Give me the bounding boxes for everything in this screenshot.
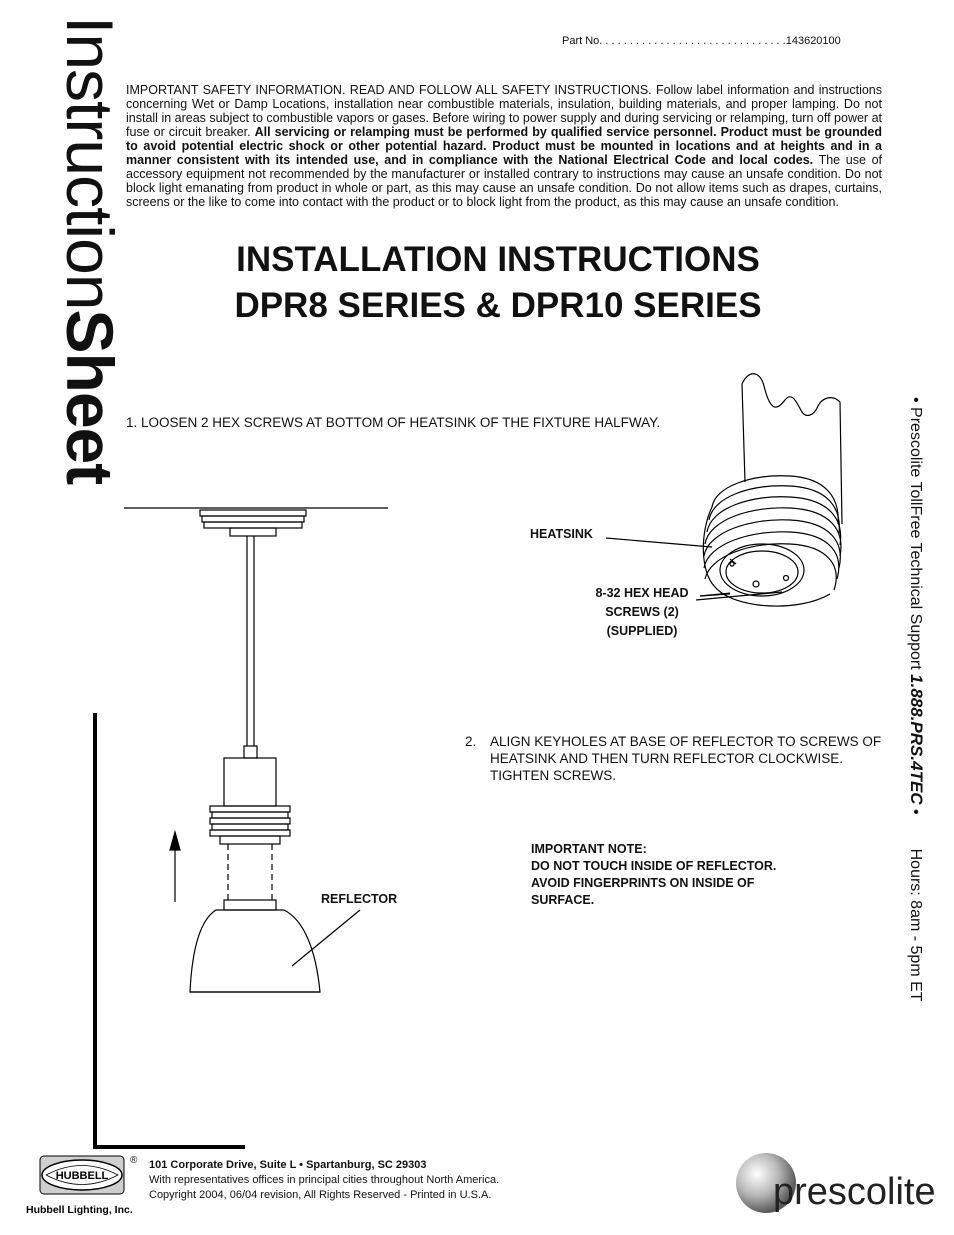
- step-2-number: 2.: [465, 734, 477, 749]
- note-line-2: DO NOT TOUCH INSIDE OF REFLECTOR.: [531, 859, 777, 873]
- footer-copyright: Copyright 2004, 06/04 revision, All Rights Reserved - Printed in U.S.A.: [149, 1189, 492, 1201]
- page-title-line-1: INSTALLATION INSTRUCTIONS: [236, 240, 760, 279]
- footer-info: [149, 1158, 499, 1203]
- safety-text-1: IMPORTANT SAFETY INFORMATION. READ AND FOLLOW ALL SAFETY INSTRUCTIONS. Follow label information and instructions concerning Wet or Damp Locations, installation near combustible materials, insulation, building materials, and proper lamping. Do not install in areas subject to combustible vapors or gases. Before wiring to power supply and during servicing or relamping, turn off power at fuse or circuit breaker.: [126, 83, 882, 139]
- support-suffix: •: [907, 804, 924, 815]
- heatsink-label: HEATSINK: [530, 527, 593, 541]
- screws-label: [580, 584, 704, 641]
- hubbell-logo: [26, 1152, 142, 1216]
- prescolite-logo: [735, 1150, 935, 1220]
- step-2-text: ALIGN KEYHOLES AT BASE OF REFLECTOR TO SCREWS OF HEATSINK AND THEN TURN REFLECTOR CLOCKWISE. TIGHTEN SCREWS.: [490, 734, 882, 783]
- footer-representatives: With representatives offices in principal cities throughout North America.: [149, 1174, 500, 1186]
- hubbell-badge-text: HUBBELL: [55, 1170, 109, 1182]
- safety-text-bold: All servicing or relamping must be performed by qualified service personnel. Product must be grounded to avoid potential electric shock or other potential hazard. Product must be mounted in locations and at heights and in a manner consistent with its intended use, and in compliance with the National Electrical Code and local codes.: [126, 125, 882, 167]
- step-1: 1. LOOSEN 2 HEX SCREWS AT BOTTOM OF HEATSINK OF THE FIXTURE HALFWAY.: [126, 415, 661, 430]
- screws-label-line-3: (SUPPLIED): [606, 624, 678, 638]
- support-prefix: • Prescolite TollFree Technical Support: [907, 397, 924, 675]
- registered-mark: ®: [130, 1155, 138, 1166]
- pendant-fixture-illustration: [120, 500, 400, 1000]
- technical-support-banner: [903, 397, 929, 1117]
- part-number: Part No. . . . . . . . . . . . . . . . . . . . . . . . . . . . . . .143620100: [562, 35, 841, 47]
- side-title-bold: Sheet: [53, 309, 127, 485]
- support-hours: Hours: 8am - 5pm ET: [907, 848, 924, 1002]
- note-line-3: AVOID FINGERPRINTS ON INSIDE OF: [531, 876, 755, 890]
- safety-information: [126, 83, 882, 209]
- note-line-1: IMPORTANT NOTE:: [531, 842, 647, 856]
- support-phone: 1.888.PRS.4TEC: [907, 674, 926, 805]
- left-rule-horizontal: [93, 1145, 245, 1149]
- hubbell-name: Hubbell Lighting, Inc.: [26, 1204, 133, 1216]
- footer-address: 101 Corporate Drive, Suite L • Spartanburg, SC 29303: [149, 1159, 427, 1171]
- note-line-4: SURFACE.: [531, 893, 595, 907]
- screws-label-line-2: SCREWS (2): [605, 605, 679, 619]
- screws-leader-line: [690, 585, 790, 605]
- side-title-light: Instruction: [53, 16, 127, 310]
- prescolite-wordmark: prescolite: [773, 1171, 935, 1213]
- important-note: [531, 841, 776, 909]
- screws-label-line-1: 8-32 HEX HEAD: [595, 586, 689, 600]
- page-title-line-2: DPR8 SERIES & DPR10 SERIES: [234, 286, 762, 325]
- side-title: [53, 16, 127, 736]
- reflector-label: REFLECTOR: [321, 892, 398, 906]
- left-rule-vertical: [93, 713, 97, 1149]
- safety-text-2: The use of accessory equipment not recommended by the manufacturer or installed contrary to instructions may cause an unsafe condition. Do not block light emanating from product in whole or part, as this may cause an unsafe condition. Do not allow items such as drapes, curtains, screens or the like to come into contact with the product or to block light from the product, as this may cause an unsafe condition.: [126, 153, 882, 209]
